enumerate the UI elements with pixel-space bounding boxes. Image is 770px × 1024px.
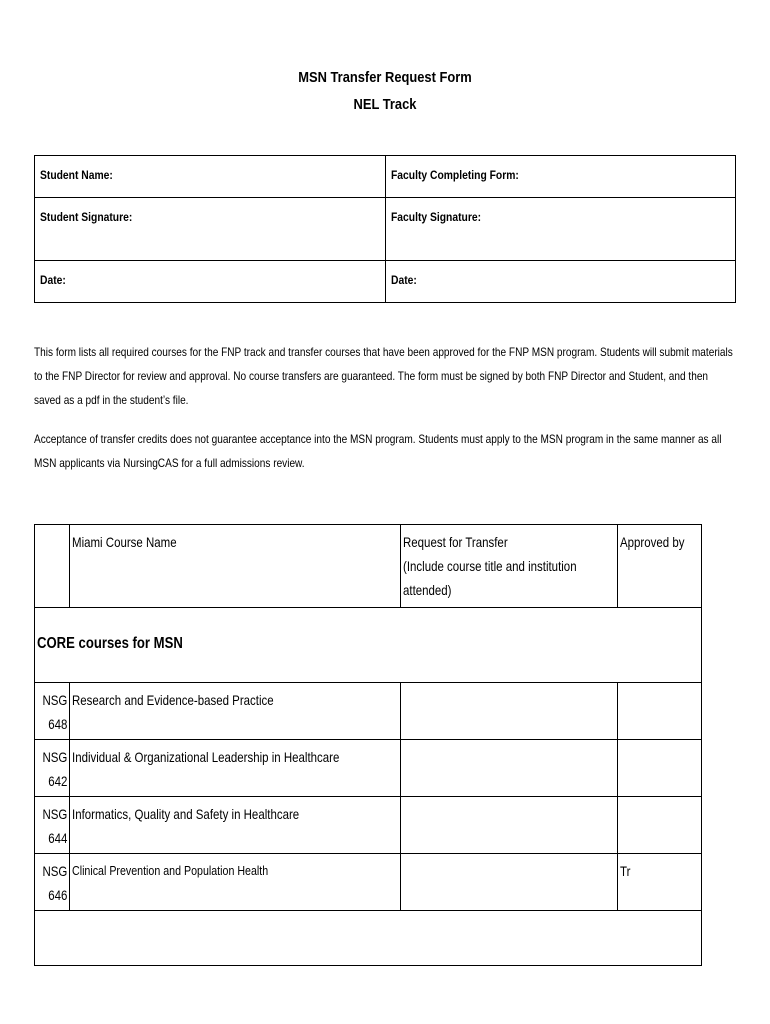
table-row	[35, 797, 702, 854]
approved-by-cell[interactable]: Tr	[618, 854, 702, 911]
header-request-transfer: Request for Transfer (Include course title and institution attended)	[401, 525, 618, 608]
section-label: CORE courses for MSN	[35, 608, 702, 683]
student-name-field[interactable]: Student Name:	[35, 156, 386, 198]
faculty-completing-field[interactable]: Faculty Completing Form:	[386, 156, 736, 198]
intro-paragraph-1: This form lists all required courses for the FNP track and transfer courses that have been approved for the FNP MSN program. Students will submit materials to the FNP Director for review and approval. No course transfers are guaranteed. The form must be signed by both FNP Director and Student, and then saved as a pdf in the student’s file.	[34, 345, 733, 407]
table-row	[35, 683, 702, 740]
form-title: MSN Transfer Request Form	[298, 69, 472, 86]
student-date-field[interactable]: Date:	[35, 261, 386, 303]
approved-by-cell[interactable]	[618, 683, 702, 740]
faculty-signature-field[interactable]: Faculty Signature:	[386, 198, 736, 261]
student-info-table	[34, 155, 736, 303]
form-subtitle: NEL Track	[353, 96, 417, 113]
table-row	[35, 854, 702, 911]
table-row	[35, 740, 702, 797]
section-row	[35, 608, 702, 683]
course-name: Research and Evidence-based Practice	[70, 683, 401, 740]
header-approved-by: Approved by	[618, 525, 702, 608]
approved-by-cell[interactable]	[618, 740, 702, 797]
course-code: NSG 642	[35, 740, 70, 797]
course-name: Individual & Organizational Leadership in Healthcare	[70, 740, 401, 797]
header-course-name: Miami Course Name	[70, 525, 401, 608]
intro-paragraph-2: Acceptance of transfer credits does not guarantee acceptance into the MSN program. Students must apply to the MSN program in the same manner as all MSN applicants via NursingCAS for a full admissions review.	[34, 432, 722, 470]
course-name: Clinical Prevention and Population Health	[70, 854, 401, 911]
empty-cell	[35, 911, 702, 966]
course-name: Informatics, Quality and Safety in Healthcare	[70, 797, 401, 854]
course-table	[34, 524, 702, 966]
request-transfer-cell[interactable]	[401, 740, 618, 797]
request-transfer-cell[interactable]	[401, 854, 618, 911]
course-code: NSG 644	[35, 797, 70, 854]
course-table-header	[35, 525, 702, 608]
form-title-block	[54, 64, 716, 118]
approved-by-cell[interactable]	[618, 797, 702, 854]
course-code: NSG 646	[35, 854, 70, 911]
empty-row	[35, 911, 702, 966]
request-transfer-cell[interactable]	[401, 797, 618, 854]
request-transfer-cell[interactable]	[401, 683, 618, 740]
student-signature-field[interactable]: Student Signature:	[35, 198, 386, 261]
faculty-date-field[interactable]: Date:	[386, 261, 736, 303]
header-code-cell	[35, 525, 70, 608]
course-code: NSG 648	[35, 683, 70, 740]
